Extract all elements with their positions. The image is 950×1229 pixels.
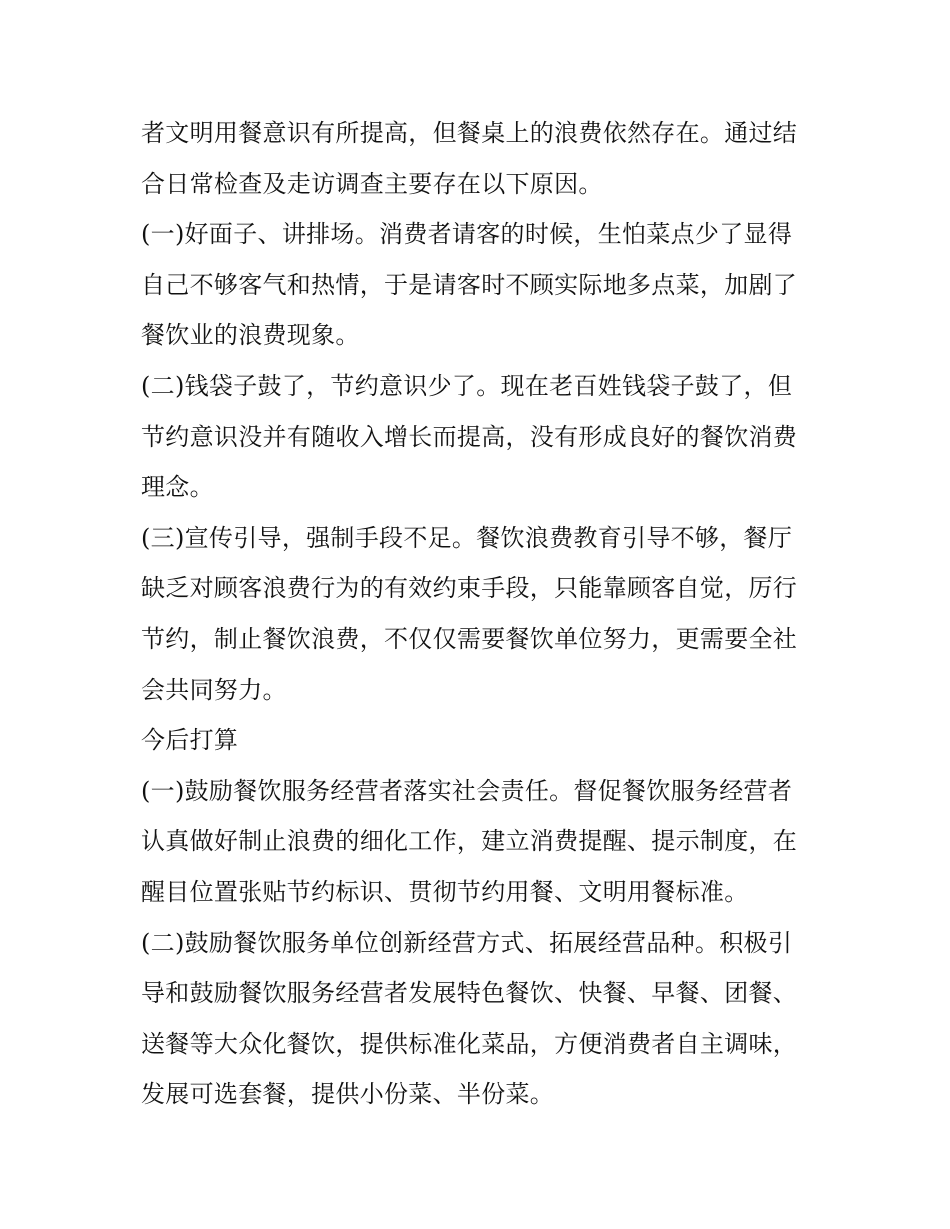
text-line: 发展可选套餐，提供小份菜、半份菜。 [141, 1080, 555, 1109]
text-line: 导和鼓励餐饮服务经营者发展特色餐饮、快餐、早餐、团餐、 [141, 979, 798, 1008]
text-line: 者文明用餐意识有所提高，但餐桌上的浪费依然存在。通过结 [141, 119, 798, 147]
text-line: (二)钱袋子鼓了，节约意识少了。现在老百姓钱袋子鼓了，但 [141, 371, 793, 400]
text-line: (二)鼓励餐饮服务单位创新经营方式、拓展经营品种。积极引 [141, 928, 793, 957]
section-heading: 今后打算 [141, 726, 239, 755]
text-line: 醒目位置张贴节约标识、贯彻节约用餐、文明用餐标准。 [141, 877, 749, 906]
text-line: 餐饮业的浪费现象。 [141, 321, 360, 350]
document-body [141, 108, 821, 1120]
text-line: (一)鼓励餐饮服务经营者落实社会责任。督促餐饮服务经营者 [141, 776, 793, 805]
text-line: 认真做好制止浪费的细化工作，建立消费提醒、提示制度，在 [141, 827, 798, 856]
text-line: 缺乏对顾客浪费行为的有效约束手段，只能靠顾客自觉，厉行 [141, 574, 798, 603]
text-line: (三)宣传引导，强制手段不足。餐饮浪费教育引导不够，餐厅 [141, 523, 793, 552]
text-line: 节约意识没并有随收入增长而提高，没有形成良好的餐饮消费 [141, 422, 798, 451]
text-line: 理念。 [141, 473, 214, 502]
text-line: (一)好面子、讲排场。消费者请客的时候，生怕菜点少了显得 [141, 220, 793, 249]
text-line: 合日常检查及走访调查主要存在以下原因。 [141, 169, 603, 198]
text-line: 送餐等大众化餐饮，提供标准化菜品，方便消费者自主调味， [141, 1029, 798, 1058]
text-line: 自己不够客气和热情，于是请客时不顾实际地多点菜，加剧了 [141, 270, 798, 299]
text-line: 节约，制止餐饮浪费，不仅仅需要餐饮单位努力，更需要全社 [141, 624, 798, 653]
text-line: 会共同努力。 [141, 675, 287, 704]
